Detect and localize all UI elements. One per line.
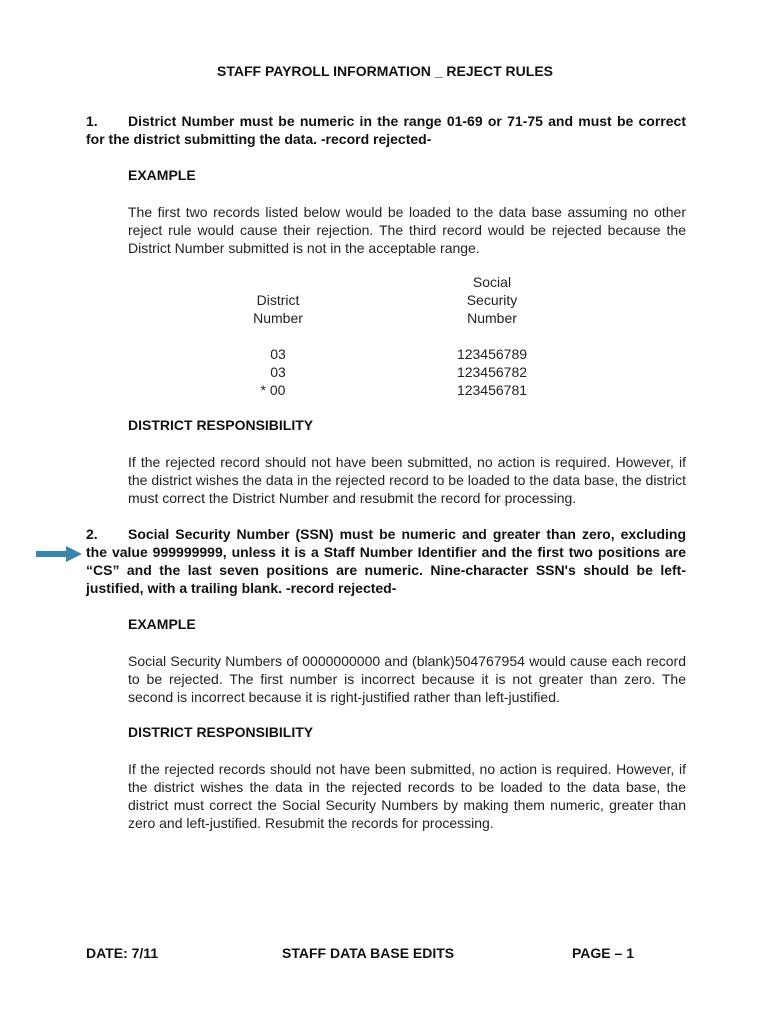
rule-2-example-heading: EXAMPLE xyxy=(128,616,196,632)
table-cell-ssn: 123456781 xyxy=(456,382,528,398)
table-cell-ssn: 123456789 xyxy=(456,346,528,362)
district-header-line2: Number xyxy=(253,310,303,326)
footer-date: DATE: 7/11 xyxy=(86,945,159,961)
rule-1-example-heading: EXAMPLE xyxy=(128,167,196,183)
rule-1-text: District Number must be numeric in the range 01-69 or 71-75 and must be correct for the district submitting the data. -record rejected- xyxy=(86,113,686,147)
rule-1-example-text: The first two records listed below would be loaded to the data base assuming no other reject rule would cause their rejection. The third record would be rejected because the District Number submitted is not in the acceptable range. xyxy=(128,204,686,256)
rule-2 xyxy=(86,525,686,597)
district-column xyxy=(228,345,328,399)
district-number-header xyxy=(228,291,328,327)
rule-1-responsibility-heading: DISTRICT RESPONSIBILITY xyxy=(128,417,314,433)
rule-2-text: Social Security Number (SSN) must be numeric and greater than zero, excluding the value 999999999, unless it is a Staff Number Identifier and the first two positions are “CS” and the last seven positions are numeric. Nine-character SSN's should be left-justified, with a trailing blank. -record rejected- xyxy=(86,526,686,596)
table-cell-ssn: 123456782 xyxy=(456,364,528,380)
footer-page-number: PAGE – 1 xyxy=(572,945,634,961)
table-cell-district: 03 xyxy=(270,346,286,362)
rule-1-responsibility-text: If the rejected record should not have been submitted, no action is required. However, if the district wishes the data in the rejected record to be loaded to the data base, the district must correct the District Number and resubmit the record for processing. xyxy=(128,454,686,506)
ssn-column xyxy=(442,345,542,399)
ssn-header xyxy=(442,273,542,327)
rule-1-number: 1. xyxy=(86,113,98,129)
district-header-line1: District xyxy=(256,292,300,308)
rule-2-number: 2. xyxy=(86,526,98,542)
footer-title: STAFF DATA BASE EDITS xyxy=(282,945,455,961)
page-title: STAFF PAYROLL INFORMATION _ REJECT RULES xyxy=(216,63,554,79)
table-cell-district: * 00 xyxy=(260,382,286,398)
arrow-right-icon xyxy=(36,546,82,562)
ssn-header-line3: Number xyxy=(467,310,517,326)
rule-2-responsibility-text: If the rejected records should not have been submitted, no action is required. However, if the district wishes the data in the rejected records to be loaded to the data base, the district must correct the Social Security Numbers by making them numeric, greater than zero and left-justified. Resubmit the records for processing. xyxy=(128,761,686,831)
rule-2-responsibility-heading: DISTRICT RESPONSIBILITY xyxy=(128,724,314,740)
ssn-header-line2: Security xyxy=(466,292,518,308)
rule-2-example-text: Social Security Numbers of 0000000000 and (blank)504767954 would cause each record to be rejected. The first number is incorrect because it is not greater than zero. The second is incorrect because it is right-justified rather than left-justified. xyxy=(128,653,686,705)
ssn-header-line1: Social xyxy=(472,274,512,290)
table-cell-district: 03 xyxy=(270,364,286,380)
rule-1 xyxy=(86,112,686,148)
